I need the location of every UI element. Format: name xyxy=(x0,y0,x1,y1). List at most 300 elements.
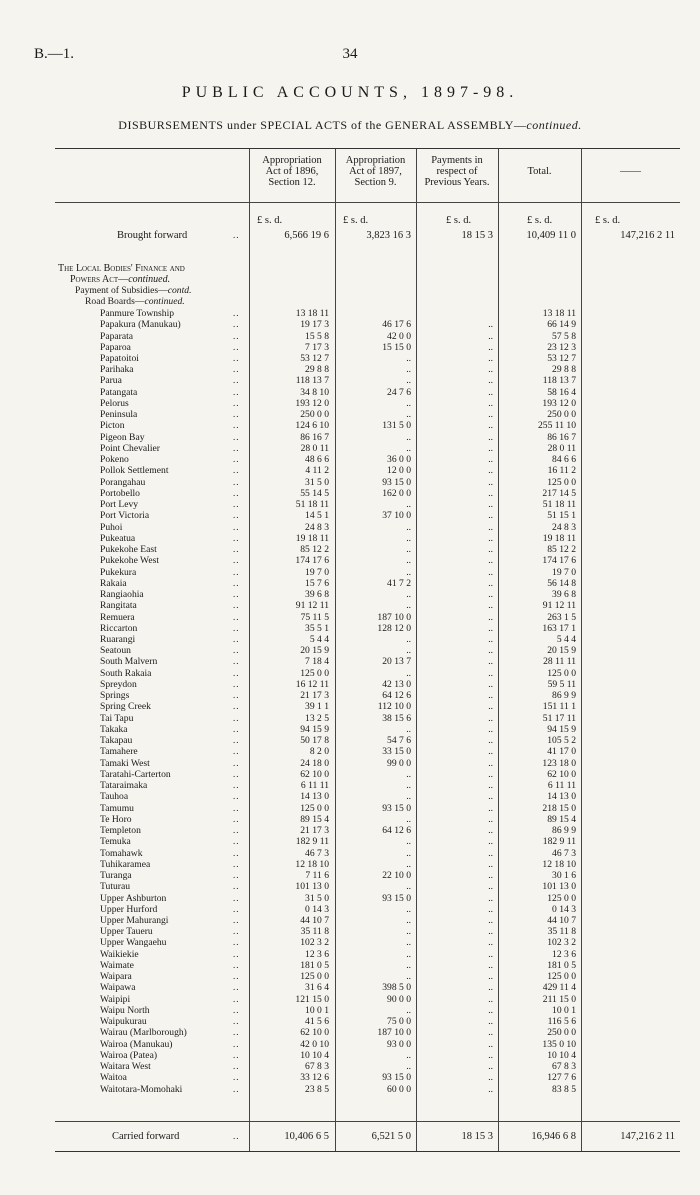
row-c4: 174 17 6 xyxy=(542,555,576,567)
row-label: Papakura (Manukau) xyxy=(100,319,181,331)
row-c1: 94 15 9 xyxy=(300,723,329,735)
row-c4: 83 8 5 xyxy=(552,1083,576,1095)
row-c3: .. xyxy=(488,600,493,612)
row-c1: 0 14 3 xyxy=(305,903,329,915)
row-c2: .. xyxy=(406,881,411,893)
row-label: Templeton xyxy=(100,825,141,836)
row-label: Upper Wangaehu xyxy=(100,937,167,949)
row-c1: 89 15 4 xyxy=(300,813,329,825)
leader-dots: .. xyxy=(233,353,240,363)
row-label: Wairoa (Patea) xyxy=(100,1049,158,1061)
row-c3: .. xyxy=(488,386,493,398)
row-c3: .. xyxy=(488,701,493,713)
row-c3: .. xyxy=(488,915,493,926)
leader-dots: .. xyxy=(233,971,240,982)
row-c4: 217 14 5 xyxy=(542,487,576,499)
row-c4: 151 11 1 xyxy=(542,701,576,713)
brought-forward-c2: 3,823 16 3 xyxy=(366,230,411,241)
row-c2: .. xyxy=(406,858,411,870)
row-c4: 62 10 0 xyxy=(547,768,576,780)
leader-dots: .. xyxy=(233,611,240,622)
row-c1: 181 0 5 xyxy=(300,959,329,971)
row-label: Waitoa xyxy=(100,1072,127,1084)
row-c2: .. xyxy=(406,937,411,949)
row-label: Picton xyxy=(100,420,125,432)
row-c2: .. xyxy=(406,768,411,780)
row-c2: .. xyxy=(406,780,411,792)
brought-forward-label: Brought forward xyxy=(117,230,188,241)
row-label: Tataraimaka xyxy=(100,780,148,792)
row-c4: 51 18 11 xyxy=(542,499,576,511)
row-c3: .. xyxy=(488,1027,493,1039)
leader-dots: .. xyxy=(233,532,240,543)
row-c1: 21 17 3 xyxy=(300,825,329,836)
leader-dots: .. xyxy=(233,915,240,925)
row-label: Waipawa xyxy=(100,982,136,994)
leader-dots: .. xyxy=(233,1049,240,1060)
row-c4: 28 11 11 xyxy=(543,656,576,668)
row-c4: 429 11 4 xyxy=(542,982,576,994)
row-c3: .. xyxy=(488,723,493,735)
leader-dots: .. xyxy=(233,1016,240,1027)
row-c3: .. xyxy=(488,566,493,578)
header-line: Section 12. xyxy=(268,177,316,188)
row-c3: .. xyxy=(488,903,493,915)
row-label: Pukeatua xyxy=(100,532,136,544)
row-label: Rangiaohia xyxy=(100,589,144,600)
row-c3: .. xyxy=(488,364,493,376)
carried-forward-label: Carried forward xyxy=(112,1131,180,1142)
row-c2: 64 12 6 xyxy=(382,690,411,702)
row-c3: .. xyxy=(488,1049,493,1061)
col-divider xyxy=(581,149,582,1151)
disbursements-table xyxy=(55,148,680,1152)
carried-forward-c4: 16,946 6 8 xyxy=(531,1131,576,1142)
row-c4: 51 15 1 xyxy=(547,510,576,522)
leader-dots: .. xyxy=(233,937,240,948)
row-c2: 37 10 0 xyxy=(382,510,411,522)
row-c3: .. xyxy=(488,881,493,893)
row-label: Waipukurau xyxy=(100,1016,147,1028)
row-c4: 102 3 2 xyxy=(547,937,576,949)
row-c1: 14 5 1 xyxy=(305,510,329,522)
row-c1: 15 7 6 xyxy=(305,577,329,589)
row-c1: 250 0 0 xyxy=(300,409,329,421)
section-heading-cont xyxy=(70,275,170,284)
row-label: Waipu North xyxy=(100,1004,150,1016)
heading-italic: continued. xyxy=(128,274,171,285)
row-c3: .. xyxy=(488,341,493,353)
row-c1: 42 0 10 xyxy=(300,1038,329,1050)
row-c4: 116 5 6 xyxy=(547,1016,576,1028)
header-line: Total. xyxy=(527,166,552,177)
row-c2: 187 10 0 xyxy=(377,1027,411,1039)
leader-dots: .. xyxy=(233,230,240,240)
carried-forward-c1: 10,406 6 5 xyxy=(284,1131,329,1142)
row-c1: 39 1 1 xyxy=(305,701,329,713)
header-total xyxy=(498,166,581,177)
row-label: Turanga xyxy=(100,870,132,881)
row-c4: 89 15 4 xyxy=(547,813,576,825)
row-label: Rakaia xyxy=(100,577,127,589)
row-label: Tuhikaramea xyxy=(100,858,151,870)
leader-dots: .. xyxy=(233,487,240,498)
leader-dots: .. xyxy=(233,1038,240,1049)
row-c1: 39 6 8 xyxy=(305,589,329,600)
row-c2: 12 0 0 xyxy=(387,465,411,477)
leader-dots: .. xyxy=(233,836,240,847)
header-line: —— xyxy=(620,166,641,177)
row-c4: 163 17 1 xyxy=(542,622,576,634)
row-c3: .. xyxy=(488,409,493,421)
row-label: Pollok Settlement xyxy=(100,465,169,477)
row-c3: .. xyxy=(488,1061,493,1073)
row-label: Porangahau xyxy=(100,476,146,488)
page-number: 34 xyxy=(342,46,358,62)
row-label: Te Horo xyxy=(100,813,132,825)
row-label: Waitotara-Momohaki xyxy=(100,1083,183,1095)
row-c1: 7 17 3 xyxy=(305,341,329,353)
row-c4: 10 0 1 xyxy=(552,1004,576,1016)
leader-dots: .. xyxy=(233,645,240,656)
row-c3: .. xyxy=(488,532,493,544)
leader-dots: .. xyxy=(233,1004,240,1015)
row-label: Tamahere xyxy=(100,746,138,758)
row-c1: 19 7 0 xyxy=(305,566,329,578)
row-c4: 182 9 11 xyxy=(542,836,576,848)
leader-dots: .. xyxy=(233,982,240,993)
leader-dots: .. xyxy=(233,903,240,914)
row-c1: 174 17 6 xyxy=(295,555,329,567)
row-c2: .. xyxy=(406,1049,411,1061)
row-c1: 19 18 11 xyxy=(295,532,329,544)
row-c2: 33 15 0 xyxy=(382,746,411,758)
row-c3: .. xyxy=(488,847,493,859)
row-c3: .. xyxy=(488,375,493,387)
leader-dots: .. xyxy=(233,431,240,442)
row-c1: 5 4 4 xyxy=(309,634,329,645)
leader-dots: .. xyxy=(233,813,240,824)
row-c4: 193 12 0 xyxy=(542,397,576,409)
leader-dots: .. xyxy=(233,1072,240,1083)
row-label: South Rakaia xyxy=(100,667,152,679)
currency-header: £ s. d. xyxy=(446,215,472,226)
row-c1: 28 0 11 xyxy=(300,442,329,454)
row-c3: .. xyxy=(488,589,493,600)
brought-forward-c5: 147,216 2 11 xyxy=(620,230,675,241)
row-c1: 15 5 8 xyxy=(305,330,329,342)
row-c2: 93 15 0 xyxy=(382,476,411,488)
row-c1: 101 13 0 xyxy=(295,881,329,893)
currency-header: £ s. d. xyxy=(595,215,621,226)
row-c4: 0 14 3 xyxy=(552,903,576,915)
leader-dots: .. xyxy=(233,690,240,701)
row-c3: .. xyxy=(488,499,493,511)
row-label: Upper Hurford xyxy=(100,903,158,915)
row-c1: 91 12 11 xyxy=(295,600,329,612)
header-line: Act of 1896, xyxy=(265,166,319,177)
row-c2: .. xyxy=(406,948,411,960)
header-rule xyxy=(55,202,680,203)
row-c3: .. xyxy=(488,982,493,994)
row-c1: 34 8 10 xyxy=(300,386,329,398)
row-c1: 4 11 2 xyxy=(305,465,329,477)
row-c2: 187 10 0 xyxy=(377,611,411,623)
row-c1: 75 11 5 xyxy=(300,611,329,623)
row-label: Spreydon xyxy=(100,678,137,690)
row-c3: .. xyxy=(488,959,493,971)
row-label: Waipara xyxy=(100,971,132,983)
row-c1: 124 6 10 xyxy=(295,420,329,432)
heading-italic: continued. xyxy=(144,296,185,307)
row-c2: 93 0 0 xyxy=(387,1038,411,1050)
heading-text: Payment of Subsidies— xyxy=(75,285,168,296)
leader-dots: .. xyxy=(233,1083,240,1094)
row-c4: 10 10 4 xyxy=(547,1049,576,1061)
row-c2: 93 15 0 xyxy=(382,1072,411,1084)
row-label: Patangata xyxy=(100,386,138,398)
row-c1: 24 8 3 xyxy=(305,521,329,533)
row-c2: 41 7 2 xyxy=(387,577,411,589)
row-label: Waitara West xyxy=(100,1061,151,1073)
header-line: Appropriation xyxy=(345,155,406,166)
row-c1: 16 12 11 xyxy=(295,678,329,690)
row-c4: 218 15 0 xyxy=(542,802,576,814)
row-c4: 46 7 3 xyxy=(552,847,576,859)
row-label: Spring Creek xyxy=(100,701,151,713)
row-c4: 118 13 7 xyxy=(542,375,576,387)
leader-dots: .. xyxy=(233,870,240,880)
row-c4: 14 13 0 xyxy=(547,791,576,803)
row-c4: 263 1 5 xyxy=(547,611,576,623)
brought-forward-c3: 18 15 3 xyxy=(461,230,493,241)
leader-dots: .. xyxy=(233,319,240,330)
row-label: Upper Ashburton xyxy=(100,892,167,904)
leader-dots: .. xyxy=(233,656,240,667)
leader-dots: .. xyxy=(233,948,240,959)
carried-forward-c3: 18 15 3 xyxy=(461,1131,493,1142)
section-heading: The Local Bodies' Finance and xyxy=(58,263,185,274)
row-c2: 112 10 0 xyxy=(377,701,411,713)
row-c4: 23 12 3 xyxy=(547,341,576,353)
row-c3: .. xyxy=(488,780,493,792)
row-c2: 20 13 7 xyxy=(382,656,411,668)
row-c2: .. xyxy=(406,723,411,735)
row-label: Puhoi xyxy=(100,521,123,533)
row-c4: 125 0 0 xyxy=(547,971,576,983)
row-c2: 90 0 0 xyxy=(387,993,411,1005)
subtitle-main: DISBURSEMENTS under SPECIAL ACTS of the GENERAL ASSEMBLY— xyxy=(118,118,527,132)
row-c1: 193 12 0 xyxy=(295,397,329,409)
header-line: Act of 1897, xyxy=(349,166,402,177)
leader-dots: .. xyxy=(233,499,240,510)
row-c2: 131 5 0 xyxy=(382,420,411,432)
row-c1: 33 12 6 xyxy=(300,1072,329,1084)
row-c1: 8 2 0 xyxy=(309,746,329,758)
row-c1: 44 10 7 xyxy=(300,915,329,926)
row-c1: 121 15 0 xyxy=(295,993,329,1005)
row-c1: 125 0 0 xyxy=(300,667,329,679)
row-c4: 94 15 9 xyxy=(547,723,576,735)
row-c3: .. xyxy=(488,645,493,657)
row-c4: 41 17 0 xyxy=(547,746,576,758)
row-c2: 99 0 0 xyxy=(387,757,411,769)
leader-dots: .. xyxy=(233,802,240,813)
row-c1: 31 5 0 xyxy=(305,476,329,488)
row-c2: 93 15 0 xyxy=(382,802,411,814)
row-c1: 35 11 8 xyxy=(300,926,329,938)
row-label: Point Chevalier xyxy=(100,442,160,454)
row-label: Tamumu xyxy=(100,802,134,814)
row-c2: .. xyxy=(406,442,411,454)
row-c2: .. xyxy=(406,532,411,544)
row-c2: .. xyxy=(406,813,411,825)
row-c3: .. xyxy=(488,330,493,342)
row-c3: .. xyxy=(488,510,493,522)
row-label: South Malvern xyxy=(100,656,158,668)
brought-forward-c4: 10,409 11 0 xyxy=(526,230,576,241)
row-c2: 93 15 0 xyxy=(382,892,411,904)
leader-dots: .. xyxy=(233,780,240,791)
row-c3: .. xyxy=(488,825,493,836)
row-c1: 35 5 1 xyxy=(305,622,329,634)
row-c3: .. xyxy=(488,768,493,780)
row-label: Springs xyxy=(100,690,130,702)
row-c1: 31 5 0 xyxy=(305,892,329,904)
currency-header: £ s. d. xyxy=(527,215,553,226)
row-c2: 22 10 0 xyxy=(382,870,411,881)
subtitle-italic: continued. xyxy=(526,118,582,132)
row-c3: .. xyxy=(488,397,493,409)
row-label: Pigeon Bay xyxy=(100,431,145,443)
currency-header: £ s. d. xyxy=(257,215,283,226)
leader-dots: .. xyxy=(233,386,240,397)
row-c2: .. xyxy=(406,499,411,511)
header-line: respect of xyxy=(436,166,478,177)
row-c2: 42 0 0 xyxy=(387,330,411,342)
row-c2: 60 0 0 xyxy=(387,1083,411,1095)
leader-dots: .. xyxy=(233,308,240,318)
row-c4: 13 18 11 xyxy=(542,308,576,319)
row-c2: .. xyxy=(406,903,411,915)
row-label: Takapau xyxy=(100,735,133,747)
row-c1: 10 0 1 xyxy=(305,1004,329,1016)
row-c2: 398 5 0 xyxy=(382,982,411,994)
row-c4: 19 7 0 xyxy=(552,566,576,578)
row-c3: .. xyxy=(488,521,493,533)
leader-dots: .. xyxy=(233,521,240,532)
row-label: Portobello xyxy=(100,487,140,499)
row-c4: 56 14 8 xyxy=(547,577,576,589)
row-c4: 86 16 7 xyxy=(547,431,576,443)
row-c1: 20 15 9 xyxy=(300,645,329,657)
row-c1: 102 3 2 xyxy=(300,937,329,949)
leader-dots: .. xyxy=(233,746,240,757)
row-label: Taratahi-Carterton xyxy=(100,768,171,780)
leader-dots: .. xyxy=(233,634,240,644)
row-c2: 128 12 0 xyxy=(377,622,411,634)
row-c4: 123 18 0 xyxy=(542,757,576,769)
row-c4: 24 8 3 xyxy=(552,521,576,533)
row-c1: 29 8 8 xyxy=(305,364,329,376)
row-c1: 62 10 0 xyxy=(300,768,329,780)
leader-dots: .. xyxy=(233,1061,240,1072)
row-c1: 182 9 11 xyxy=(295,836,329,848)
leader-dots: .. xyxy=(233,892,240,903)
row-c2: .. xyxy=(406,600,411,612)
row-c3: .. xyxy=(488,813,493,825)
row-c2: .. xyxy=(406,667,411,679)
row-label: Papatoitoi xyxy=(100,353,139,364)
row-c2: .. xyxy=(406,555,411,567)
row-c3: .. xyxy=(488,487,493,499)
row-c3: .. xyxy=(488,746,493,758)
row-label: Pokeno xyxy=(100,454,129,466)
row-c4: 28 0 11 xyxy=(547,442,576,454)
row-c4: 86 9 9 xyxy=(552,825,576,836)
row-c4: 125 0 0 xyxy=(547,892,576,904)
row-label: Rangitata xyxy=(100,600,137,612)
row-c4: 125 0 0 xyxy=(547,476,576,488)
row-c2: 15 15 0 xyxy=(382,341,411,353)
row-c3: .. xyxy=(488,690,493,702)
row-c4: 135 0 10 xyxy=(542,1038,576,1050)
row-c4: 12 3 6 xyxy=(552,948,576,960)
row-c3: .. xyxy=(488,611,493,623)
row-c4: 53 12 7 xyxy=(547,353,576,364)
row-c4: 59 5 11 xyxy=(547,678,576,690)
leader-dots: .. xyxy=(233,959,240,970)
row-c2: .. xyxy=(406,397,411,409)
row-c3: .. xyxy=(488,757,493,769)
row-c2: .. xyxy=(406,926,411,938)
row-c2: .. xyxy=(406,836,411,848)
row-c3: .. xyxy=(488,319,493,331)
row-label: Takaka xyxy=(100,723,128,735)
row-c2: 162 0 0 xyxy=(382,487,411,499)
row-c2: .. xyxy=(406,915,411,926)
row-label: Panmure Township xyxy=(100,308,175,319)
row-c1: 46 7 3 xyxy=(305,847,329,859)
row-label: Wairau (Marlborough) xyxy=(100,1027,187,1039)
group-heading xyxy=(85,297,185,306)
page-subtitle xyxy=(0,118,700,133)
row-c1: 125 0 0 xyxy=(300,971,329,983)
row-c4: 91 12 11 xyxy=(542,600,576,612)
row-label: Tauhoa xyxy=(100,791,129,803)
row-c3: .. xyxy=(488,577,493,589)
row-c2: .. xyxy=(406,791,411,803)
row-c4: 255 11 10 xyxy=(537,420,576,432)
leader-dots: .. xyxy=(233,476,240,487)
row-c4: 85 12 2 xyxy=(547,544,576,555)
row-label: Paparoa xyxy=(100,341,131,353)
row-c3: .. xyxy=(488,858,493,870)
row-c3: .. xyxy=(488,353,493,364)
row-label: Port Victoria xyxy=(100,510,150,522)
row-label: Waikiekie xyxy=(100,948,139,960)
row-c1: 12 3 6 xyxy=(305,948,329,960)
leader-dots: .. xyxy=(233,364,240,375)
leader-dots: .. xyxy=(233,791,240,802)
row-label: Temuka xyxy=(100,836,131,848)
carried-forward-c5: 147,216 2 11 xyxy=(620,1131,675,1142)
row-c3: .. xyxy=(488,678,493,690)
row-c1: 48 6 6 xyxy=(305,454,329,466)
row-c3: .. xyxy=(488,1038,493,1050)
row-c2: 46 17 6 xyxy=(382,319,411,331)
row-c1: 50 17 8 xyxy=(300,735,329,747)
